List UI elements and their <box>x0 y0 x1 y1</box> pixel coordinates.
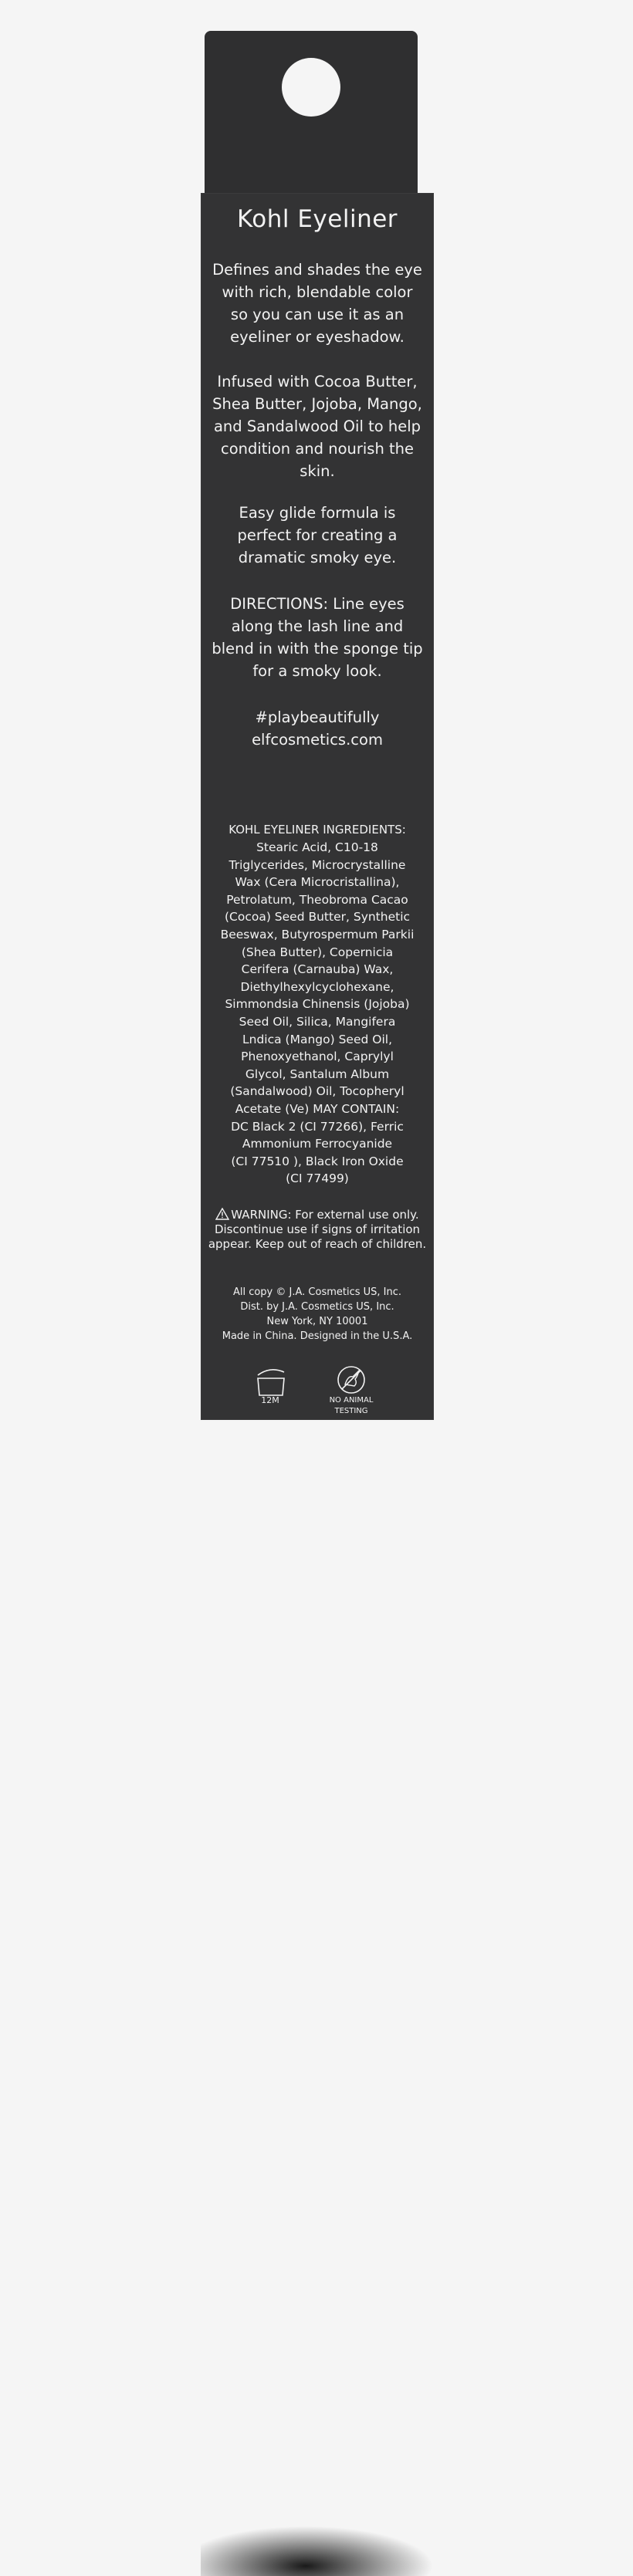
ingredient-line: Glycol, Santalum Album <box>245 1067 390 1081</box>
copyright-line: New York, NY 10001 <box>266 1316 368 1327</box>
ingredient-line: Cerifera (Carnauba) Wax, <box>241 962 394 977</box>
ingredient-line: Simmondsia Chinensis (Jojoba) <box>225 997 410 1012</box>
no-animal-testing-line2: TESTING <box>334 1407 368 1415</box>
website-block <box>201 706 434 751</box>
ingredient-line: (Sandalwood) Oil, Tocopheryl <box>230 1084 405 1099</box>
ingredient-line: (CI 77510 ), Black Iron Oxide <box>231 1154 404 1168</box>
ingredient-line: Phenoxyethanol, Caprylyl <box>241 1050 394 1064</box>
product-title: Kohl Eyeliner <box>236 205 398 233</box>
ingredients-list <box>201 839 434 1188</box>
ingredient-line: Wax (Cera Microcristallina), <box>235 875 400 890</box>
ingredient-line: Seed Oil, Silica, Mangifera <box>239 1014 396 1029</box>
ingredient-line: (CI 77499) <box>286 1171 349 1186</box>
ingredient-line: DC Black 2 (CI 77266), Ferric <box>231 1119 404 1134</box>
ingredient-line: Petrolatum, Theobroma Cacao <box>226 892 408 907</box>
ingredient-line: (Cocoa) Seed Butter, Synthetic <box>224 910 411 925</box>
ingredient-line: Acetate (Ve) MAY CONTAIN: <box>235 1101 400 1116</box>
hashtag: #playbeautifully <box>255 708 380 726</box>
description-paragraph-3: Easy glide formula is perfect for creating a dramatic smoky eye. <box>237 504 398 566</box>
copyright-block <box>201 1285 434 1344</box>
ingredient-line: (Shea Butter), Copernicia <box>241 945 394 959</box>
description-paragraph-1: Defines and shades the eye with rich, blendable color so you can use it as an eyeliner or eyeshadow. <box>212 261 422 346</box>
description-paragraph-2: Infused with Cocoa Butter, Shea Butter, Jojoba, Mango, and Sandalwood Oil to help condition and nourish the skin. <box>212 373 422 480</box>
copyright-line: Dist. by J.A. Cosmetics US, Inc. <box>240 1301 394 1313</box>
ingredient-line: Lndica (Mango) Seed Oil, <box>242 1032 392 1046</box>
no-animal-testing-line1: NO ANIMAL <box>329 1396 374 1405</box>
pao-label: 12M <box>261 1395 279 1405</box>
ingredient-line: Triglycerides, Microcrystalline <box>228 857 406 872</box>
ingredient-line: Beeswax, Butyrospermum Parkii <box>220 927 415 941</box>
copyright-line: All copy © J.A. Cosmetics US, Inc. <box>232 1286 402 1298</box>
warning-label: WARNING: For external use only. Discontinue use if signs of irritation appear. Keep out of reach of children. <box>208 1208 427 1251</box>
copyright-line: Made in China. Designed in the U.S.A. <box>222 1330 413 1342</box>
cruelty-free-bunny-icon <box>336 1364 367 1395</box>
shadow <box>201 2526 434 2576</box>
package-symbols <box>201 1349 434 1420</box>
website-url: elfcosmetics.com <box>252 731 383 749</box>
ingredient-line: Diethylhexylcyclohexane, <box>240 979 394 994</box>
warning-icon <box>215 1208 229 1220</box>
ingredients-heading: KOHL EYELINER INGREDIENTS: <box>228 823 406 837</box>
no-animal-testing-label <box>316 1395 386 1417</box>
hang-hole <box>282 58 340 117</box>
ingredient-line: Stearic Acid, C10-18 <box>256 840 378 854</box>
warning-text <box>201 1208 434 1252</box>
ingredient-line: Ammonium Ferrocyanide <box>242 1137 393 1151</box>
package-back-panel <box>201 193 434 1420</box>
directions-paragraph: DIRECTIONS: Line eyes along the lash line and blend in with the sponge tip for a smoky look. <box>212 595 423 680</box>
